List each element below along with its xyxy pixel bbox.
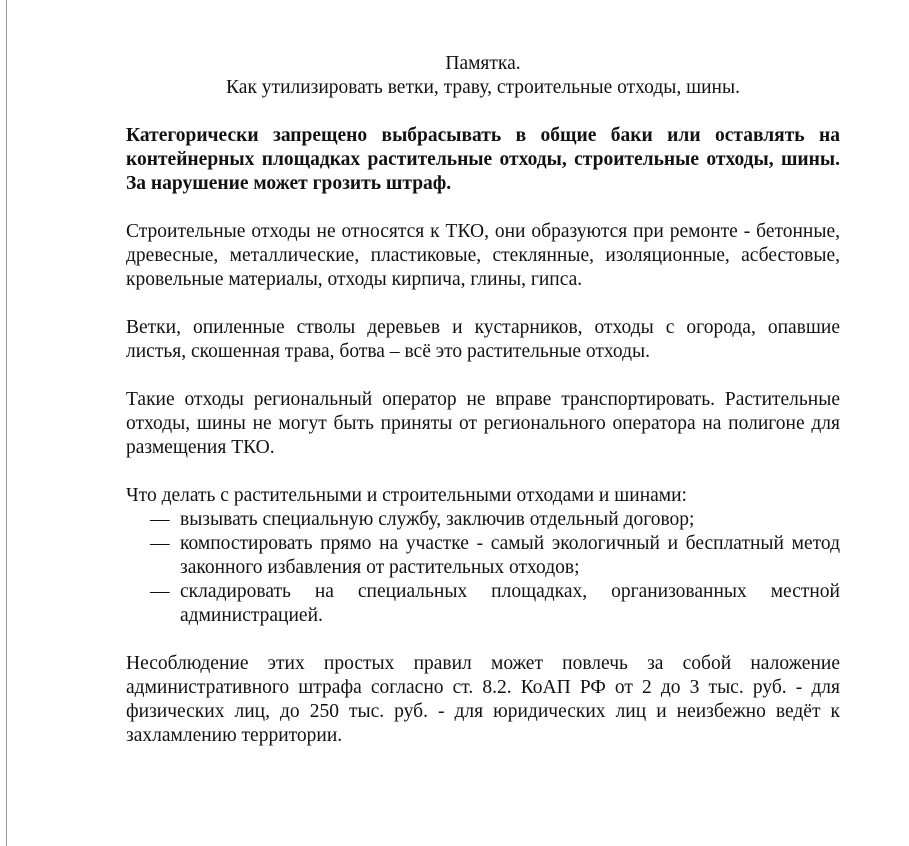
- bullet-dash: —: [150, 509, 170, 530]
- list-item: [126, 580, 840, 628]
- page-edge-line: [6, 0, 7, 846]
- actions-list: [126, 508, 840, 628]
- construction-waste-paragraph: Строительные отходы не относятся к ТКО, они образуются при ремонте - бетонные, древесные, металлические, пластиковые, стеклянные, изоляционные, асбестовые, кровельные материалы, отходы кирпича, глины, гипса.: [126, 221, 840, 290]
- list-item-text: складировать на специальных площадках, организованных местной администрацией.: [180, 581, 840, 626]
- plant-waste-paragraph: Ветки, опиленные стволы деревьев и кустарников, отходы с огорода, опавшие листья, скошенная трава, ботва – всё это растительные отходы.: [126, 317, 840, 362]
- document-title: Памятка.: [445, 53, 521, 74]
- document-subtitle: Как утилизировать ветки, траву, строительные отходы, шины.: [226, 77, 740, 98]
- bullet-dash: —: [150, 533, 170, 554]
- document-body: [126, 52, 840, 772]
- bullet-dash: —: [150, 581, 170, 602]
- list-item: [126, 532, 840, 580]
- actions-intro: Что делать с растительными и строительными отходами и шинами:: [126, 485, 687, 506]
- list-item: [126, 508, 840, 532]
- conclusion-paragraph: Несоблюдение этих простых правил может повлечь за собой наложение административного штрафа согласно ст. 8.2. КоАП РФ от 2 до 3 тыс. руб. - для физических лиц, до 250 тыс. руб. - для юридических лиц и неизбежно ведёт к захламлению территории.: [126, 653, 840, 746]
- operator-paragraph: Такие отходы региональный оператор не вправе транспортировать. Растительные отходы, шины не могут быть приняты от регионального оператора на полигоне для размещения ТКО.: [126, 389, 840, 458]
- list-item-text: компостировать прямо на участке - самый экологичный и бесплатный метод законного избавления от растительных отходов;: [180, 533, 840, 578]
- list-item-text: вызывать специальную службу, заключив отдельный договор;: [180, 509, 695, 530]
- warning-paragraph: Категорически запрещено выбрасывать в общие баки или оставлять на контейнерных площадках растительные отходы, строительные отходы, шины. За нарушение может грозить штраф.: [126, 125, 840, 194]
